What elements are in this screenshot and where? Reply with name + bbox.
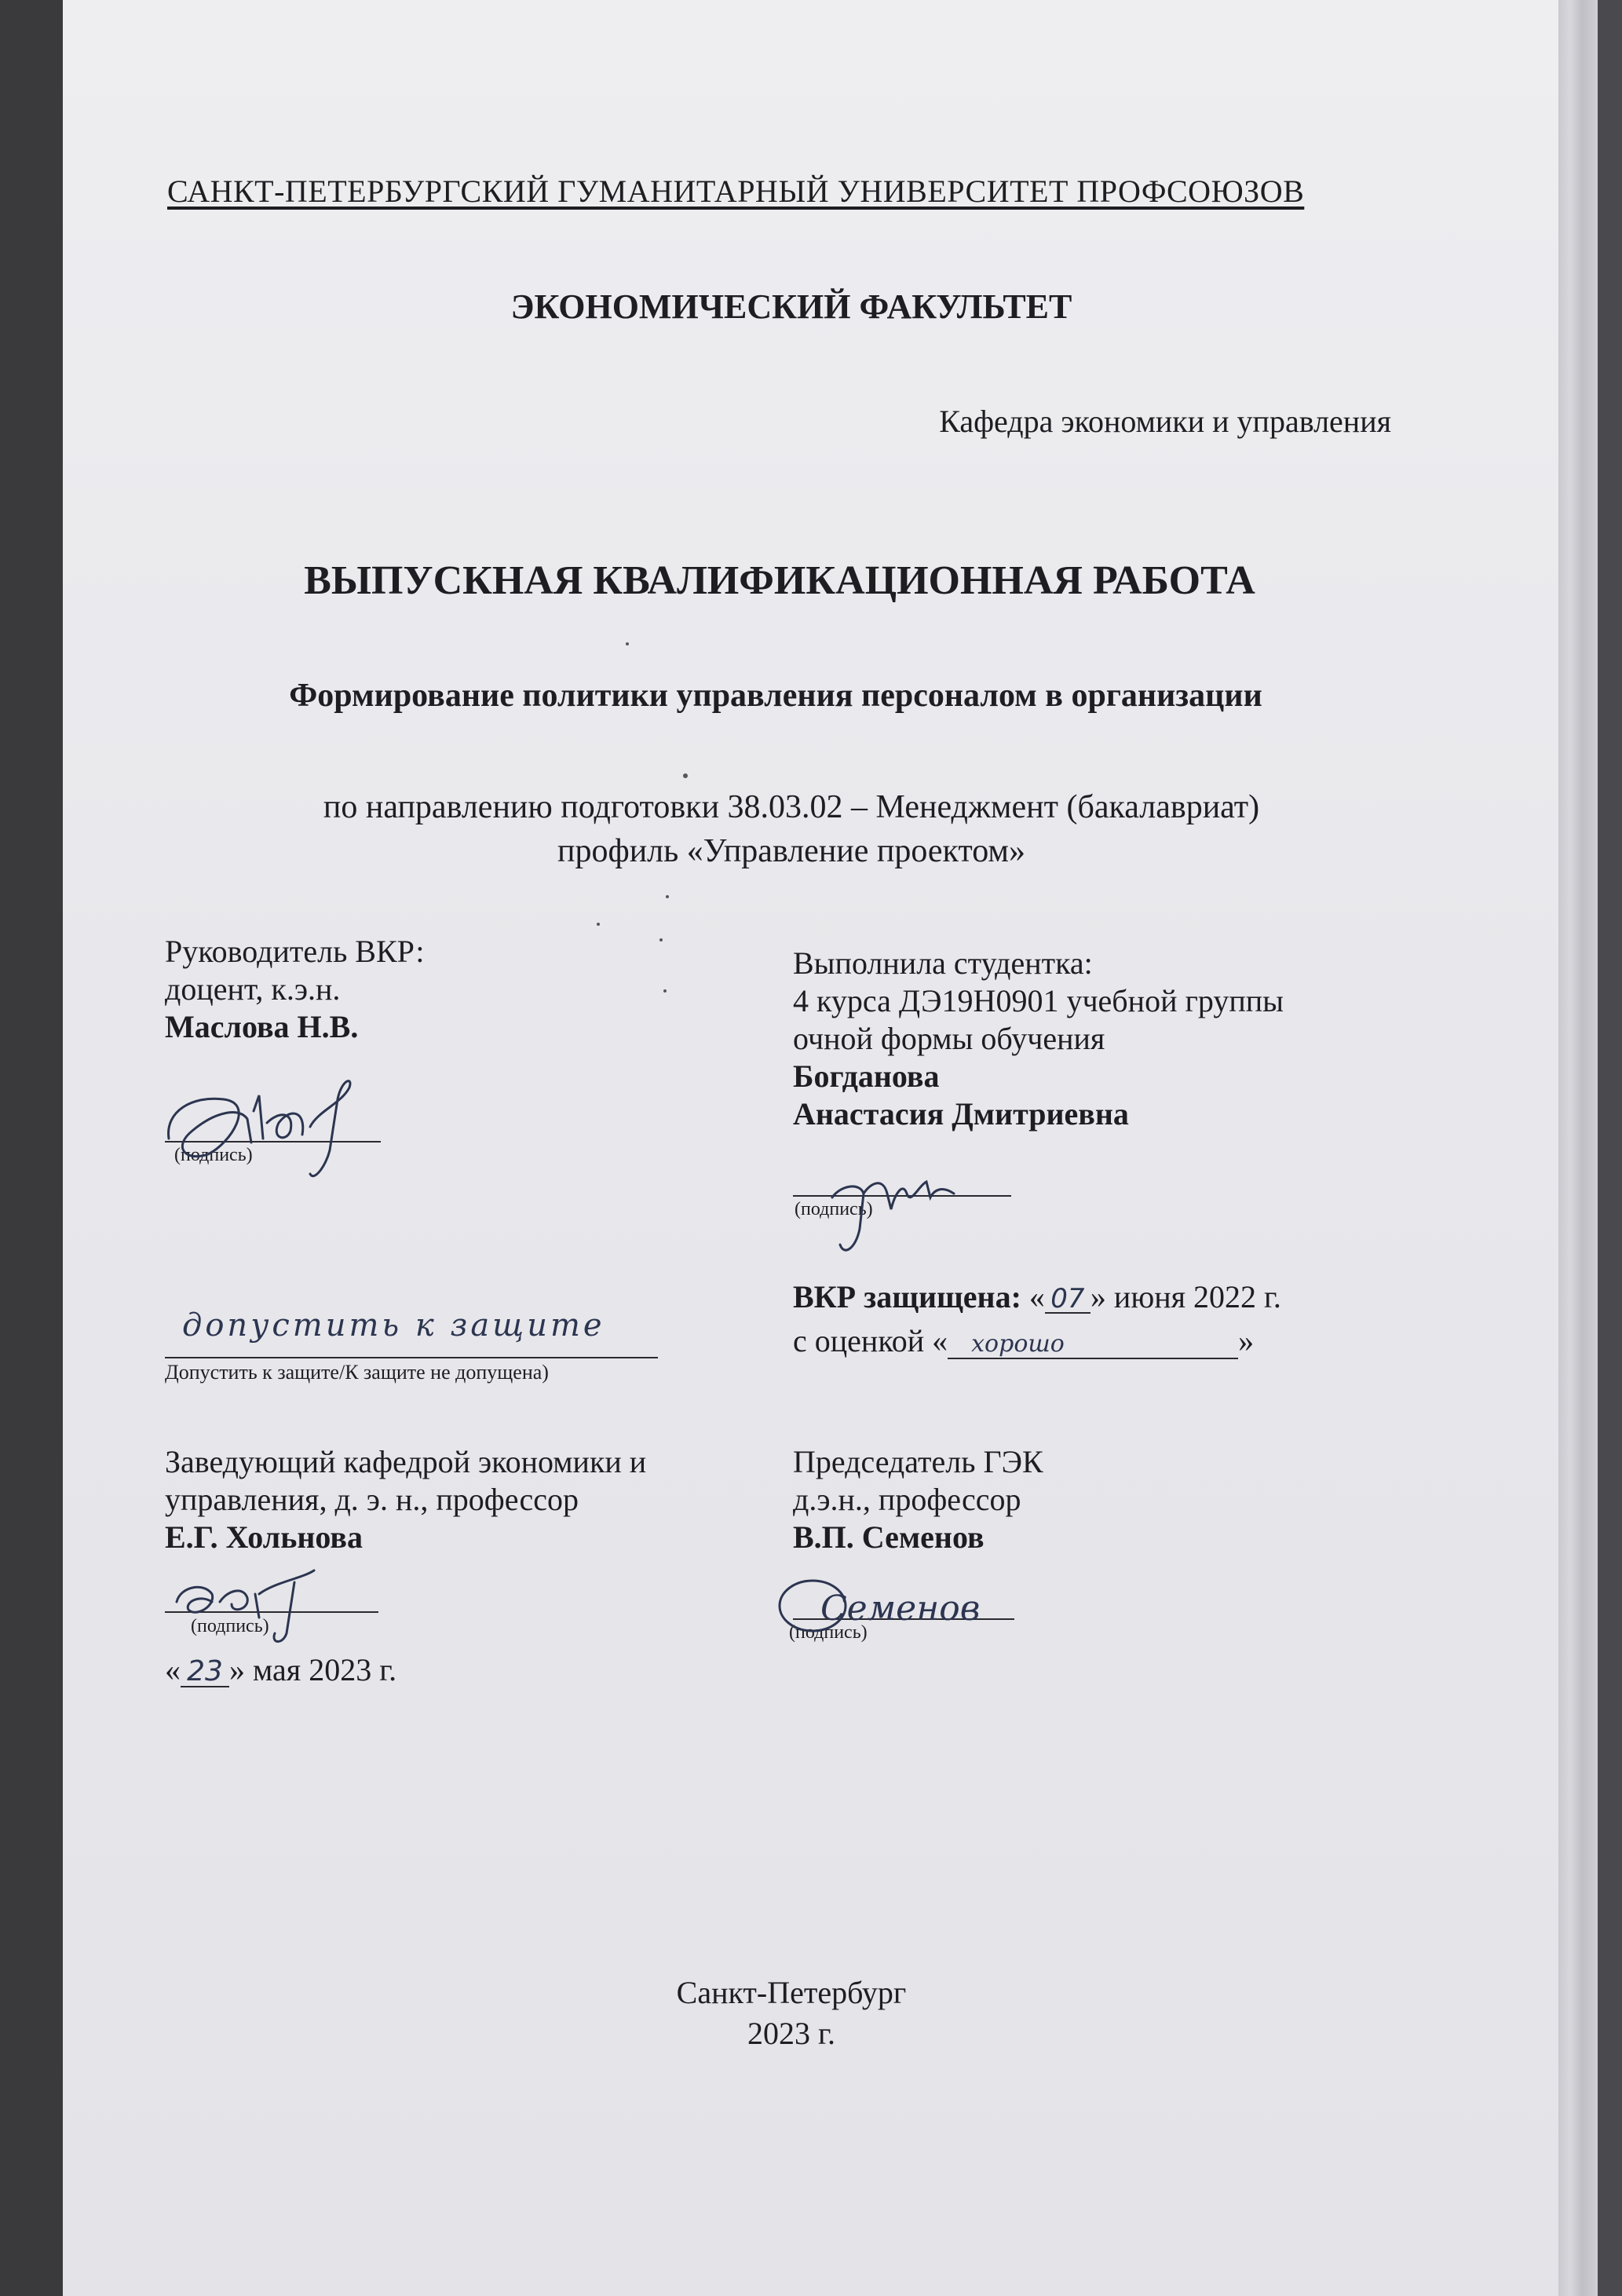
student-course-group: 4 курса ДЭ19Н0901 учебной группы [793,983,1284,1018]
chair-name: В.П. Семенов [793,1519,985,1555]
supervisor-name: Маслова Н.В. [165,1009,359,1044]
footer-block [0,1972,1622,2054]
supervisor-signature-caption: (подпись) [174,1145,253,1165]
student-signature-caption: (подпись) [795,1199,873,1219]
student-signature [816,1150,989,1264]
student-surname: Богданова [793,1058,940,1094]
defense-day-handwritten: 07 [1045,1285,1090,1314]
chair-degree: д.э.н., профессор [793,1482,1021,1517]
defense-label: ВКР защищена: [793,1279,1021,1314]
university-name: САНКТ-ПЕТЕРБУРГСКИЙ ГУМАНИТАРНЫЙ УНИВЕРСИТЕТ ПРОФСОЮЗОВ [167,174,1305,209]
head-title-line1: Заведующий кафедрой экономики и [165,1444,647,1479]
supervisor-block [165,933,425,1046]
scan-dot [659,938,663,941]
supervisor-degree: доцент, к.э.н. [165,971,341,1007]
head-day-handwritten: 23 [181,1658,229,1687]
head-date-open: « [165,1652,181,1687]
commission-chair-block [793,1443,1043,1556]
student-given-names: Анастасия Дмитриевна [793,1096,1129,1132]
scan-dot [626,642,629,645]
thesis-topic: Формирование политики управления персоналом в организации [289,678,1262,714]
student-block [793,945,1284,1133]
head-signature [157,1559,330,1649]
admission-caption: Допустить к защите/К защите не допущена) [165,1361,549,1384]
chair-signature [765,1559,1017,1649]
background-edge [1598,0,1622,2296]
head-of-department-block [165,1443,646,1556]
head-title-line2: управления, д. э. н., профессор [165,1482,579,1517]
defense-date-open: « [1028,1279,1045,1314]
work-type-title: ВЫПУСКНАЯ КВАЛИФИКАЦИОННАЯ РАБОТА [304,558,1255,603]
scan-dot [597,923,600,926]
faculty-name: ЭКОНОМИЧЕСКИЙ ФАКУЛЬТЕТ [510,287,1072,326]
head-date-rest: » мая 2023 г. [229,1652,397,1687]
head-date-line [165,1651,396,1689]
direction-line: по направлению подготовки 38.03.02 – Менеджмент (бакалавриат) [323,789,1260,825]
student-label: Выполнила студентка: [793,945,1093,981]
head-name: Е.Г. Хольнова [165,1519,363,1555]
supervisor-label: Руководитель ВКР: [165,934,425,969]
defense-date-line [793,1278,1281,1316]
page-stack-edge [1558,0,1598,2296]
department-name: Кафедра экономики и управления [939,404,1391,439]
student-study-form: очной формы обучения [793,1021,1105,1056]
grade-prefix: с оценкой « [793,1323,948,1358]
scan-dot [666,895,669,898]
footer-year: 2023 г. [747,2016,835,2051]
footer-city: Санкт-Петербург [676,1975,907,2010]
admission-line [165,1357,658,1358]
defense-grade-line [793,1322,1254,1360]
direction-block [0,785,1622,873]
scan-dot [683,773,688,778]
profile-line: профиль «Управление проектом» [557,833,1025,869]
supervisor-signature [161,1064,389,1194]
defense-date-rest: » июня 2022 г. [1090,1279,1281,1314]
chair-signature-text: Семенов [820,1589,981,1629]
grade-handwritten: хорошо [948,1331,1238,1359]
scan-dot [663,989,667,993]
grade-suffix: » [1238,1323,1255,1358]
chair-label: Председатель ГЭК [793,1444,1043,1479]
chair-signature-caption: (подпись) [789,1622,868,1643]
admission-handwritten: допустить к защите [182,1307,605,1344]
head-signature-caption: (подпись) [191,1616,269,1636]
